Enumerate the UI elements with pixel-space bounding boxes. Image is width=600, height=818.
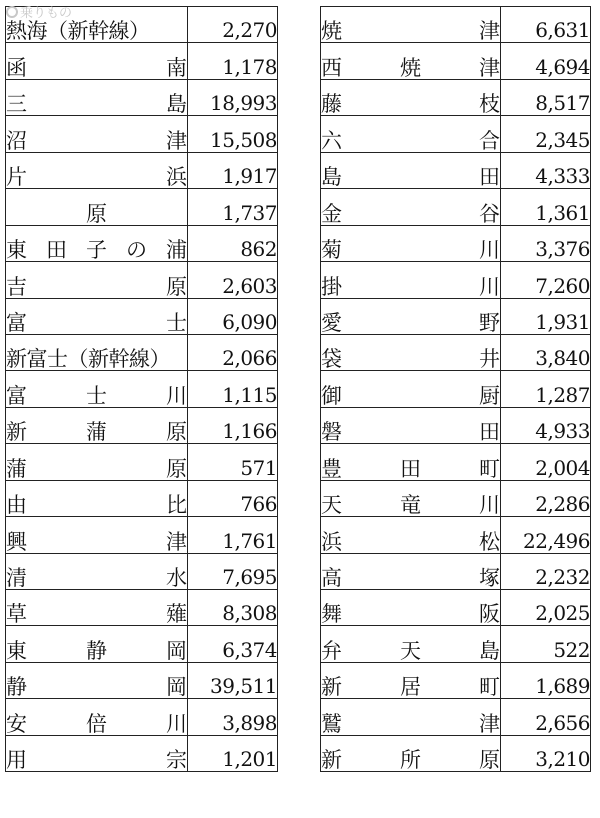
table-row xyxy=(321,79,591,115)
station-name xyxy=(321,240,500,261)
station-name-cell xyxy=(321,553,501,589)
table-row xyxy=(6,662,278,698)
station-name xyxy=(321,167,500,188)
station-name xyxy=(6,711,187,736)
passenger-count-cell: 2,232 xyxy=(501,553,591,589)
passenger-count-cell: 8,308 xyxy=(188,590,278,626)
station-name-char: 島 xyxy=(479,638,500,663)
passenger-count-cell: 6,631 xyxy=(501,7,591,43)
station-name-cell xyxy=(6,152,188,188)
station-name: 新富士（新幹線） xyxy=(6,347,170,371)
table-row xyxy=(321,517,591,553)
table-row xyxy=(6,699,278,735)
station-name xyxy=(6,128,187,153)
table-row xyxy=(321,7,591,43)
station-name-cell xyxy=(6,79,188,115)
station-name-char: 焼 xyxy=(321,19,342,43)
table-row xyxy=(6,225,278,261)
passenger-count-cell: 1,361 xyxy=(501,189,591,225)
station-name-char: 富 xyxy=(6,383,27,408)
station-name-char: 川 xyxy=(479,238,500,262)
station-name-char: 津 xyxy=(479,55,500,80)
station-name-char: 原 xyxy=(166,420,187,444)
station-name-cell xyxy=(321,7,501,43)
passenger-count-cell: 2,025 xyxy=(501,590,591,626)
station-name xyxy=(321,201,500,226)
passenger-count-cell: 1,689 xyxy=(501,662,591,698)
station-name-char: 津 xyxy=(166,128,187,153)
station-name-cell xyxy=(321,626,501,662)
station-name-char: 高 xyxy=(321,566,342,590)
station-name xyxy=(6,638,187,663)
passenger-count-cell: 7,695 xyxy=(188,553,278,589)
station-name-cell xyxy=(6,116,188,152)
table-row xyxy=(6,517,278,553)
passenger-count-cell: 1,917 xyxy=(188,152,278,188)
station-name-char: 居 xyxy=(400,675,421,699)
table-row xyxy=(321,590,591,626)
station-name-char: 磐 xyxy=(321,420,342,444)
station-name-char: 静 xyxy=(6,675,27,699)
station-name-char: 掛 xyxy=(321,274,342,298)
left-table-body xyxy=(6,7,278,772)
station-name-char: 原 xyxy=(166,274,187,298)
station-name-cell xyxy=(6,735,188,771)
station-name-char: 東 xyxy=(6,638,27,663)
station-name-cell xyxy=(6,517,188,553)
station-name-char: 井 xyxy=(479,347,500,371)
station-name-char: 富 xyxy=(6,310,27,335)
passenger-count-cell: 862 xyxy=(188,225,278,261)
passenger-count-cell: 6,374 xyxy=(188,626,278,662)
station-name-char: 所 xyxy=(400,748,421,772)
station-name-cell xyxy=(321,152,501,188)
watermark-text: 乗りもの xyxy=(20,6,73,21)
station-name-cell xyxy=(321,662,501,698)
station-name-char: 蒲 xyxy=(6,456,27,481)
station-name-char: 津 xyxy=(479,19,500,43)
station-name xyxy=(6,529,187,554)
station-name: 原 xyxy=(86,201,107,226)
station-name-char: 浜 xyxy=(321,529,342,554)
station-name xyxy=(321,711,500,736)
station-name-char: 新 xyxy=(321,748,342,772)
right-table-body xyxy=(321,7,591,772)
passenger-count-cell: 1,287 xyxy=(501,371,591,407)
station-name-char: 用 xyxy=(6,748,27,772)
station-name-char: 谷 xyxy=(479,201,500,226)
station-name-cell xyxy=(321,735,501,771)
station-name-char: 愛 xyxy=(321,310,342,335)
table-row xyxy=(321,444,591,480)
table-row xyxy=(6,298,278,334)
passenger-count-cell: 2,066 xyxy=(188,334,278,370)
table-row xyxy=(321,407,591,443)
station-name-char: 枝 xyxy=(479,92,500,116)
site-watermark xyxy=(6,2,72,21)
station-name-cell xyxy=(6,553,188,589)
station-name xyxy=(321,310,500,335)
passenger-count-cell: 1,737 xyxy=(188,189,278,225)
table-row xyxy=(321,43,591,79)
station-name-cell xyxy=(6,590,188,626)
station-name-cell xyxy=(321,116,501,152)
station-name-char: 町 xyxy=(479,675,500,699)
passenger-count-cell: 571 xyxy=(188,444,278,480)
station-name-cell xyxy=(321,371,501,407)
station-name-char: 三 xyxy=(6,92,27,116)
station-name xyxy=(321,422,500,443)
passenger-count-cell: 1,931 xyxy=(501,298,591,334)
passenger-count-cell: 7,260 xyxy=(501,262,591,298)
table-row xyxy=(6,262,278,298)
station-name-cell xyxy=(321,517,501,553)
passenger-count-cell: 2,286 xyxy=(501,480,591,516)
passenger-count-cell: 4,933 xyxy=(501,407,591,443)
station-name xyxy=(6,310,187,335)
station-name-char: 津 xyxy=(479,711,500,736)
table-row xyxy=(6,43,278,79)
station-name xyxy=(321,677,500,698)
station-name-cell xyxy=(6,43,188,79)
station-name-cell xyxy=(6,480,188,516)
station-name-char: 塚 xyxy=(479,566,500,590)
station-name xyxy=(6,167,187,188)
table-row xyxy=(321,189,591,225)
table-row xyxy=(6,444,278,480)
passenger-count-cell: 522 xyxy=(501,626,591,662)
station-name-char: 草 xyxy=(6,602,27,626)
table-row xyxy=(321,225,591,261)
station-name-cell xyxy=(6,298,188,334)
station-name-char: 比 xyxy=(166,493,187,517)
station-name-char: 松 xyxy=(479,529,500,554)
station-name-char: 薙 xyxy=(166,602,187,626)
station-name xyxy=(6,677,187,698)
table-row xyxy=(6,334,278,370)
station-name-cell xyxy=(321,189,501,225)
station-name-char: 豊 xyxy=(321,456,342,481)
station-name xyxy=(6,94,187,115)
station-name xyxy=(321,495,500,516)
table-row xyxy=(321,371,591,407)
station-name-cell xyxy=(321,79,501,115)
station-name-char: 阪 xyxy=(479,602,500,626)
station-name-char: 御 xyxy=(321,383,342,408)
station-name-char: 岡 xyxy=(166,675,187,699)
station-name-char: 倍 xyxy=(86,711,107,736)
station-name-char: 町 xyxy=(479,456,500,481)
station-name-char: 舞 xyxy=(321,602,342,626)
table-row xyxy=(6,189,278,225)
table-row xyxy=(321,553,591,589)
station-name xyxy=(321,529,500,554)
table-row xyxy=(321,626,591,662)
passenger-count-cell: 4,694 xyxy=(501,43,591,79)
station-name-char: 蒲 xyxy=(86,420,107,444)
table-row xyxy=(321,298,591,334)
passenger-count-cell: 3,840 xyxy=(501,334,591,370)
station-name xyxy=(6,383,187,408)
passenger-count-cell: 1,201 xyxy=(188,735,278,771)
station-name-char: 水 xyxy=(166,566,187,590)
station-name-char: 焼 xyxy=(400,55,421,80)
station-name-char: 浦 xyxy=(166,238,187,262)
passenger-count-cell: 1,115 xyxy=(188,371,278,407)
station-name-cell xyxy=(6,225,188,261)
station-name: 熱海（新幹線） xyxy=(6,19,150,43)
station-name-char: 由 xyxy=(6,493,27,517)
station-name xyxy=(6,274,187,298)
station-name-char: 島 xyxy=(321,165,342,189)
station-name xyxy=(321,274,500,298)
station-name-char: 函 xyxy=(6,55,27,80)
station-name xyxy=(321,21,500,42)
station-name-char: 子 xyxy=(86,238,107,262)
station-name-char: 西 xyxy=(321,55,342,80)
station-name-char: 野 xyxy=(479,310,500,335)
passenger-count-cell: 8,517 xyxy=(501,79,591,115)
station-name-char: 宗 xyxy=(166,748,187,772)
station-name-char: 鷲 xyxy=(321,711,342,736)
station-name-char: 士 xyxy=(166,310,187,335)
passenger-count-cell: 2,270 xyxy=(188,7,278,43)
logo-icon xyxy=(6,6,18,18)
station-name-char: 田 xyxy=(400,456,421,481)
passenger-count-cell: 2,603 xyxy=(188,262,278,298)
table-row xyxy=(321,699,591,735)
table-row xyxy=(321,662,591,698)
table-row xyxy=(6,590,278,626)
station-name-cell xyxy=(6,189,188,225)
station-name-char: 士 xyxy=(86,383,107,408)
table-row xyxy=(6,152,278,188)
passenger-count-cell: 766 xyxy=(188,480,278,516)
right-station-table xyxy=(320,6,591,772)
station-name-char: 合 xyxy=(479,128,500,153)
table-row xyxy=(321,480,591,516)
station-name-cell xyxy=(6,371,188,407)
station-name xyxy=(321,604,500,625)
station-name-cell xyxy=(6,407,188,443)
station-name-char: 金 xyxy=(321,201,342,226)
station-name-cell xyxy=(6,662,188,698)
station-name-char: 安 xyxy=(6,711,27,736)
station-name xyxy=(321,94,500,115)
passenger-count-cell: 1,761 xyxy=(188,517,278,553)
station-name-cell xyxy=(6,262,188,298)
left-station-table xyxy=(5,6,278,772)
station-name-char: 浜 xyxy=(166,165,187,189)
table-row xyxy=(6,553,278,589)
table-row xyxy=(6,116,278,152)
station-name-char: 六 xyxy=(321,128,342,153)
station-name-cell xyxy=(321,444,501,480)
station-name-char: 原 xyxy=(479,748,500,772)
passenger-count-cell: 1,178 xyxy=(188,43,278,79)
station-name-char: の xyxy=(126,238,147,262)
passenger-count-cell: 22,496 xyxy=(501,517,591,553)
passenger-count-cell: 15,508 xyxy=(188,116,278,152)
station-name-char: 興 xyxy=(6,529,27,554)
station-name-char: 田 xyxy=(479,420,500,444)
station-name-char: 東 xyxy=(6,238,27,262)
station-name-char: 新 xyxy=(321,675,342,699)
station-name-cell xyxy=(6,699,188,735)
passenger-count-cell: 2,345 xyxy=(501,116,591,152)
station-name xyxy=(321,456,500,481)
station-name-char: 川 xyxy=(479,274,500,298)
passenger-count-cell: 2,004 xyxy=(501,444,591,480)
station-name-cell xyxy=(321,590,501,626)
station-name-char: 島 xyxy=(166,92,187,116)
station-name-cell xyxy=(6,444,188,480)
station-name-char: 天 xyxy=(321,493,342,517)
station-name-char: 田 xyxy=(46,238,67,262)
station-name-cell xyxy=(321,225,501,261)
station-name-char: 岡 xyxy=(166,638,187,663)
station-name-cell xyxy=(321,334,501,370)
station-name-cell xyxy=(321,262,501,298)
passenger-count-cell: 1,166 xyxy=(188,407,278,443)
station-name-char: 藤 xyxy=(321,92,342,116)
station-name-char: 菊 xyxy=(321,238,342,262)
station-name-cell xyxy=(321,699,501,735)
table-row xyxy=(6,371,278,407)
table-row xyxy=(6,407,278,443)
table-row xyxy=(321,262,591,298)
station-name xyxy=(6,750,187,771)
table-row xyxy=(321,152,591,188)
passenger-count-cell: 3,898 xyxy=(188,699,278,735)
passenger-count-cell: 3,210 xyxy=(501,735,591,771)
station-name-char: 津 xyxy=(166,529,187,554)
passenger-count-cell: 2,656 xyxy=(501,699,591,735)
station-name xyxy=(6,240,187,261)
station-name-char: 片 xyxy=(6,165,27,189)
station-name-cell xyxy=(321,43,501,79)
passenger-count-cell: 4,333 xyxy=(501,152,591,188)
passenger-count-cell: 18,993 xyxy=(188,79,278,115)
station-name-cell xyxy=(321,298,501,334)
station-name-char: 原 xyxy=(166,456,187,481)
station-name xyxy=(6,495,187,516)
station-name-cell xyxy=(6,334,188,370)
station-name-char: 天 xyxy=(400,638,421,663)
station-name xyxy=(321,638,500,663)
station-name-char: 清 xyxy=(6,566,27,590)
station-name-char: 静 xyxy=(86,638,107,663)
station-name-cell xyxy=(321,407,501,443)
station-name xyxy=(6,604,187,625)
station-name-char: 新 xyxy=(6,420,27,444)
passenger-count-cell: 3,376 xyxy=(501,225,591,261)
station-name xyxy=(321,568,500,589)
station-name xyxy=(321,128,500,153)
station-name-char: 厨 xyxy=(479,383,500,408)
table-row xyxy=(6,480,278,516)
station-name-cell xyxy=(6,626,188,662)
station-name xyxy=(321,55,500,80)
station-name xyxy=(6,456,187,481)
table-row xyxy=(6,626,278,662)
station-name-char: 竜 xyxy=(400,493,421,517)
station-name-char: 南 xyxy=(166,55,187,80)
station-name xyxy=(6,422,187,443)
station-name-char: 川 xyxy=(166,711,187,736)
station-name xyxy=(6,568,187,589)
table-row xyxy=(6,79,278,115)
station-name-char: 弁 xyxy=(321,638,342,663)
station-name-char: 田 xyxy=(479,165,500,189)
passenger-count-cell: 6,090 xyxy=(188,298,278,334)
station-name-char: 川 xyxy=(166,383,187,408)
station-name-char: 吉 xyxy=(6,274,27,298)
station-name xyxy=(321,349,500,370)
table-row xyxy=(6,735,278,771)
table-row xyxy=(321,735,591,771)
table-row xyxy=(321,334,591,370)
station-name-char: 袋 xyxy=(321,347,342,371)
station-name xyxy=(321,383,500,408)
station-name-char: 川 xyxy=(479,493,500,517)
station-name xyxy=(6,55,187,80)
station-name-char: 沼 xyxy=(6,128,27,153)
table-row xyxy=(321,116,591,152)
station-name xyxy=(321,750,500,771)
passenger-count-cell: 39,511 xyxy=(188,662,278,698)
station-name-cell xyxy=(321,480,501,516)
